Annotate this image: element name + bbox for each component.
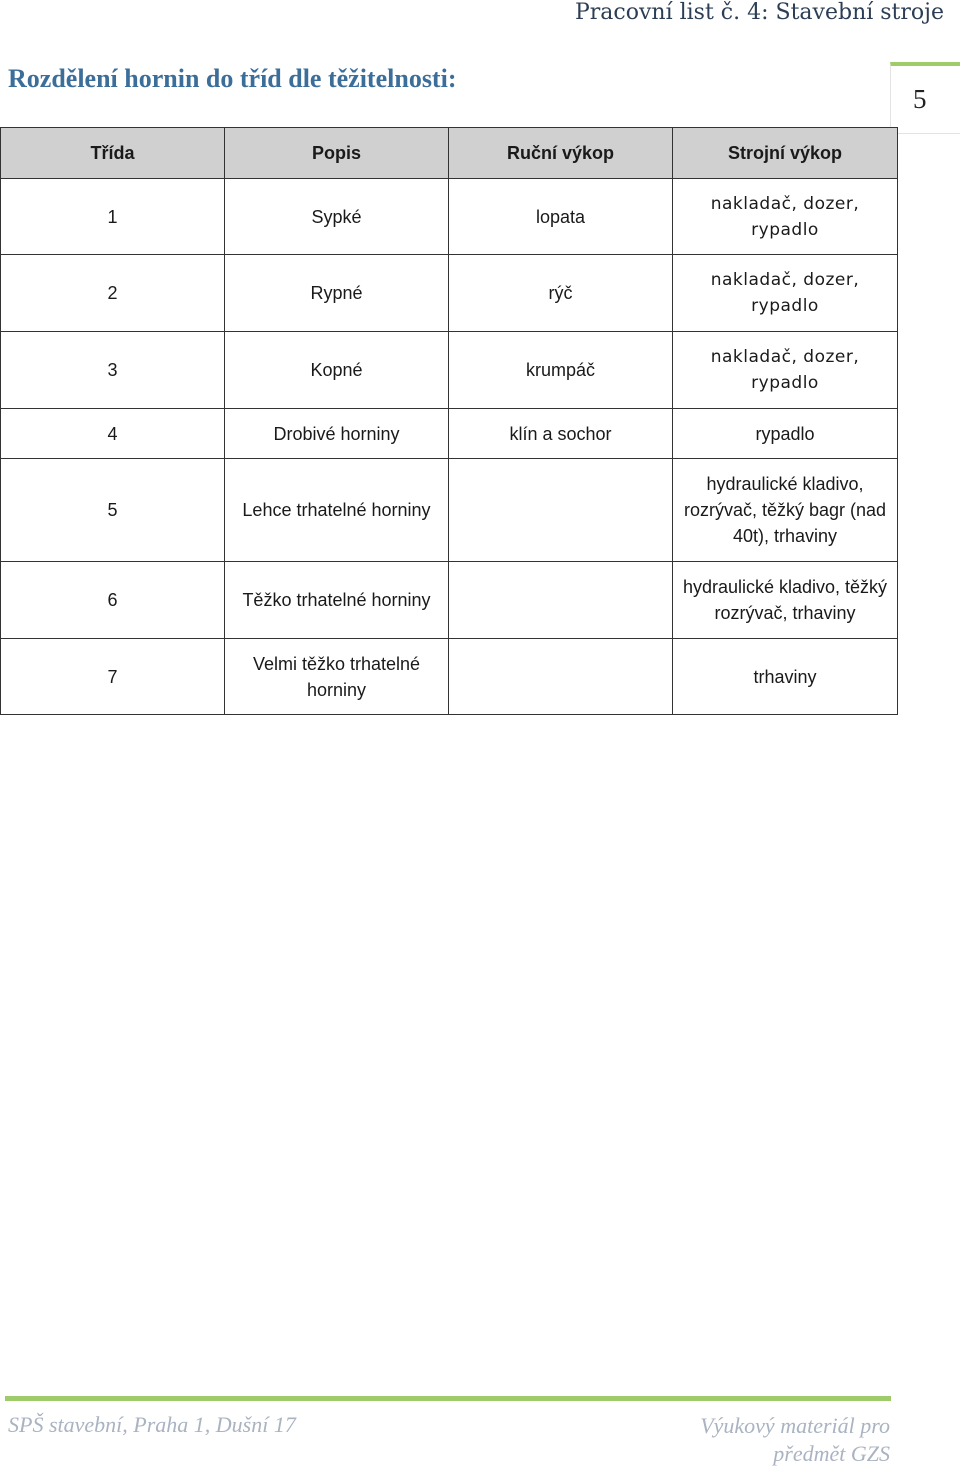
table-row xyxy=(1,562,898,639)
cell-description: Těžko trhatelné horniny xyxy=(225,562,449,639)
cell-description: Drobivé horniny xyxy=(225,409,449,459)
page-number: 5 xyxy=(913,84,927,114)
cell-machine: hydraulické kladivo, těžký rozrývač, trhaviny xyxy=(673,562,898,639)
cell-machine: nakladač, dozer, rypadlo xyxy=(673,332,898,409)
cell-description: Sypké xyxy=(225,179,449,255)
table-row xyxy=(1,332,898,409)
table-row xyxy=(1,255,898,332)
table-row xyxy=(1,179,898,255)
column-header-class: Třída xyxy=(1,128,225,179)
table-header-row xyxy=(1,128,898,179)
rock-classes-table xyxy=(0,127,898,715)
cell-manual xyxy=(449,562,673,639)
column-header-machine: Strojní výkop xyxy=(673,128,898,179)
footer-divider xyxy=(5,1396,891,1401)
footer-school: SPŠ stavební, Praha 1, Dušní 17 xyxy=(8,1412,296,1437)
cell-machine: nakladač, dozer, rypadlo xyxy=(673,255,898,332)
cell-class: 6 xyxy=(1,562,225,639)
cell-description: Lehce trhatelné horniny xyxy=(225,459,449,562)
cell-class: 5 xyxy=(1,459,225,562)
cell-class: 4 xyxy=(1,409,225,459)
cell-manual: rýč xyxy=(449,255,673,332)
cell-class: 1 xyxy=(1,179,225,255)
cell-class: 3 xyxy=(1,332,225,409)
cell-class: 7 xyxy=(1,639,225,715)
cell-manual: klín a sochor xyxy=(449,409,673,459)
table-row xyxy=(1,639,898,715)
cell-manual: lopata xyxy=(449,179,673,255)
cell-machine: rypadlo xyxy=(673,409,898,459)
column-header-manual: Ruční výkop xyxy=(449,128,673,179)
cell-manual: krumpáč xyxy=(449,332,673,409)
cell-description: Rypné xyxy=(225,255,449,332)
footer-course-line-1: Výukový materiál pro xyxy=(700,1413,890,1438)
table-row xyxy=(1,409,898,459)
cell-class: 2 xyxy=(1,255,225,332)
section-heading: Rozdělení hornin do tříd dle těžitelnosti: xyxy=(8,64,457,93)
cell-manual xyxy=(449,459,673,562)
running-header-title: Pracovní list č. 4: Stavební stroje xyxy=(574,0,944,25)
cell-machine: trhaviny xyxy=(673,639,898,715)
footer-course xyxy=(630,1412,890,1468)
cell-manual xyxy=(449,639,673,715)
footer-course-line-2: předmět GZS xyxy=(773,1441,890,1466)
cell-machine: hydraulické kladivo, rozrývač, těžký bagr (nad 40t), trhaviny xyxy=(673,459,898,562)
column-header-description: Popis xyxy=(225,128,449,179)
cell-description: Velmi těžko trhatelné horniny xyxy=(225,639,449,715)
cell-description: Kopné xyxy=(225,332,449,409)
cell-machine: nakladač, dozer, rypadlo xyxy=(673,179,898,255)
table-row xyxy=(1,459,898,562)
